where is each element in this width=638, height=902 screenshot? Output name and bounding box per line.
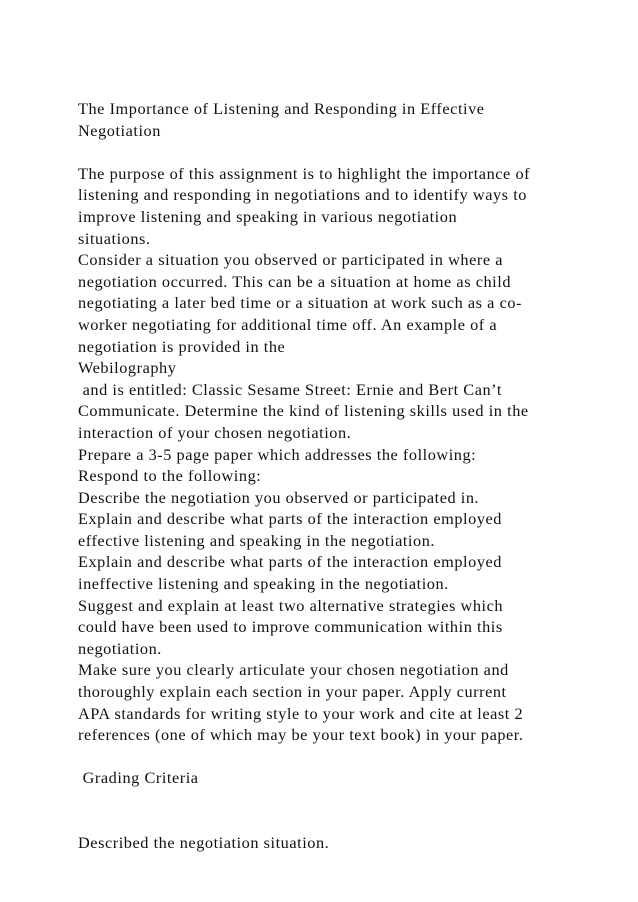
criteria-line: Described the negotiation situation. <box>78 833 330 853</box>
body-line: negotiation is provided in the <box>78 336 286 356</box>
body-line: Consider a situation you observed or participated in where a <box>78 250 503 270</box>
body-line: APA standards for writing style to your work and cite at least 2 <box>78 703 524 723</box>
body-line: Explain and describe what parts of the interaction employed <box>78 552 502 572</box>
body-line: references (one of which may be your text book) in your paper. <box>78 725 524 745</box>
body-line: Prepare a 3-5 page paper which addresses the following: <box>78 444 477 464</box>
blank-line <box>78 746 598 768</box>
body-line: could have been used to improve communication within this <box>78 617 503 637</box>
body-line: negotiating a later bed time or a situation at work such as a co- <box>78 293 523 313</box>
grading-heading: Grading Criteria <box>78 768 199 788</box>
body-line: Webilography <box>78 358 177 378</box>
body-line: and is entitled: Classic Sesame Street: Ernie and Bert Can’t <box>78 379 502 399</box>
body-line: situations. <box>78 228 151 248</box>
document-body <box>78 98 598 854</box>
body-line: Communicate. Determine the kind of listening skills used in the <box>78 401 529 421</box>
title-line-2: Negotiation <box>78 120 161 140</box>
blank-line <box>78 141 598 163</box>
body-line: thoroughly explain each section in your paper. Apply current <box>78 682 507 702</box>
body-line: worker negotiating for additional time off. An example of a <box>78 314 498 334</box>
body-line: Respond to the following: <box>78 466 262 486</box>
body-line: negotiation. <box>78 638 162 658</box>
body-line: listening and responding in negotiations and to identify ways to <box>78 185 527 205</box>
body-line: Make sure you clearly articulate your chosen negotiation and <box>78 660 509 680</box>
body-line: ineffective listening and speaking in the negotiation. <box>78 574 449 594</box>
title-line-1: The Importance of Listening and Responding in Effective <box>78 99 485 118</box>
body-line: negotiation occurred. This can be a situation at home as child <box>78 271 512 291</box>
blank-line <box>78 811 598 833</box>
body-line: effective listening and speaking in the negotiation. <box>78 530 435 550</box>
body-line: Suggest and explain at least two alternative strategies which <box>78 595 504 615</box>
body-line: Describe the negotiation you observed or participated in. <box>78 487 480 507</box>
body-line: interaction of your chosen negotiation. <box>78 422 352 442</box>
blank-line <box>78 789 598 811</box>
body-line: Explain and describe what parts of the interaction employed <box>78 509 502 529</box>
body-line: The purpose of this assignment is to highlight the importance of <box>78 163 531 183</box>
body-line: improve listening and speaking in various negotiation <box>78 206 458 226</box>
